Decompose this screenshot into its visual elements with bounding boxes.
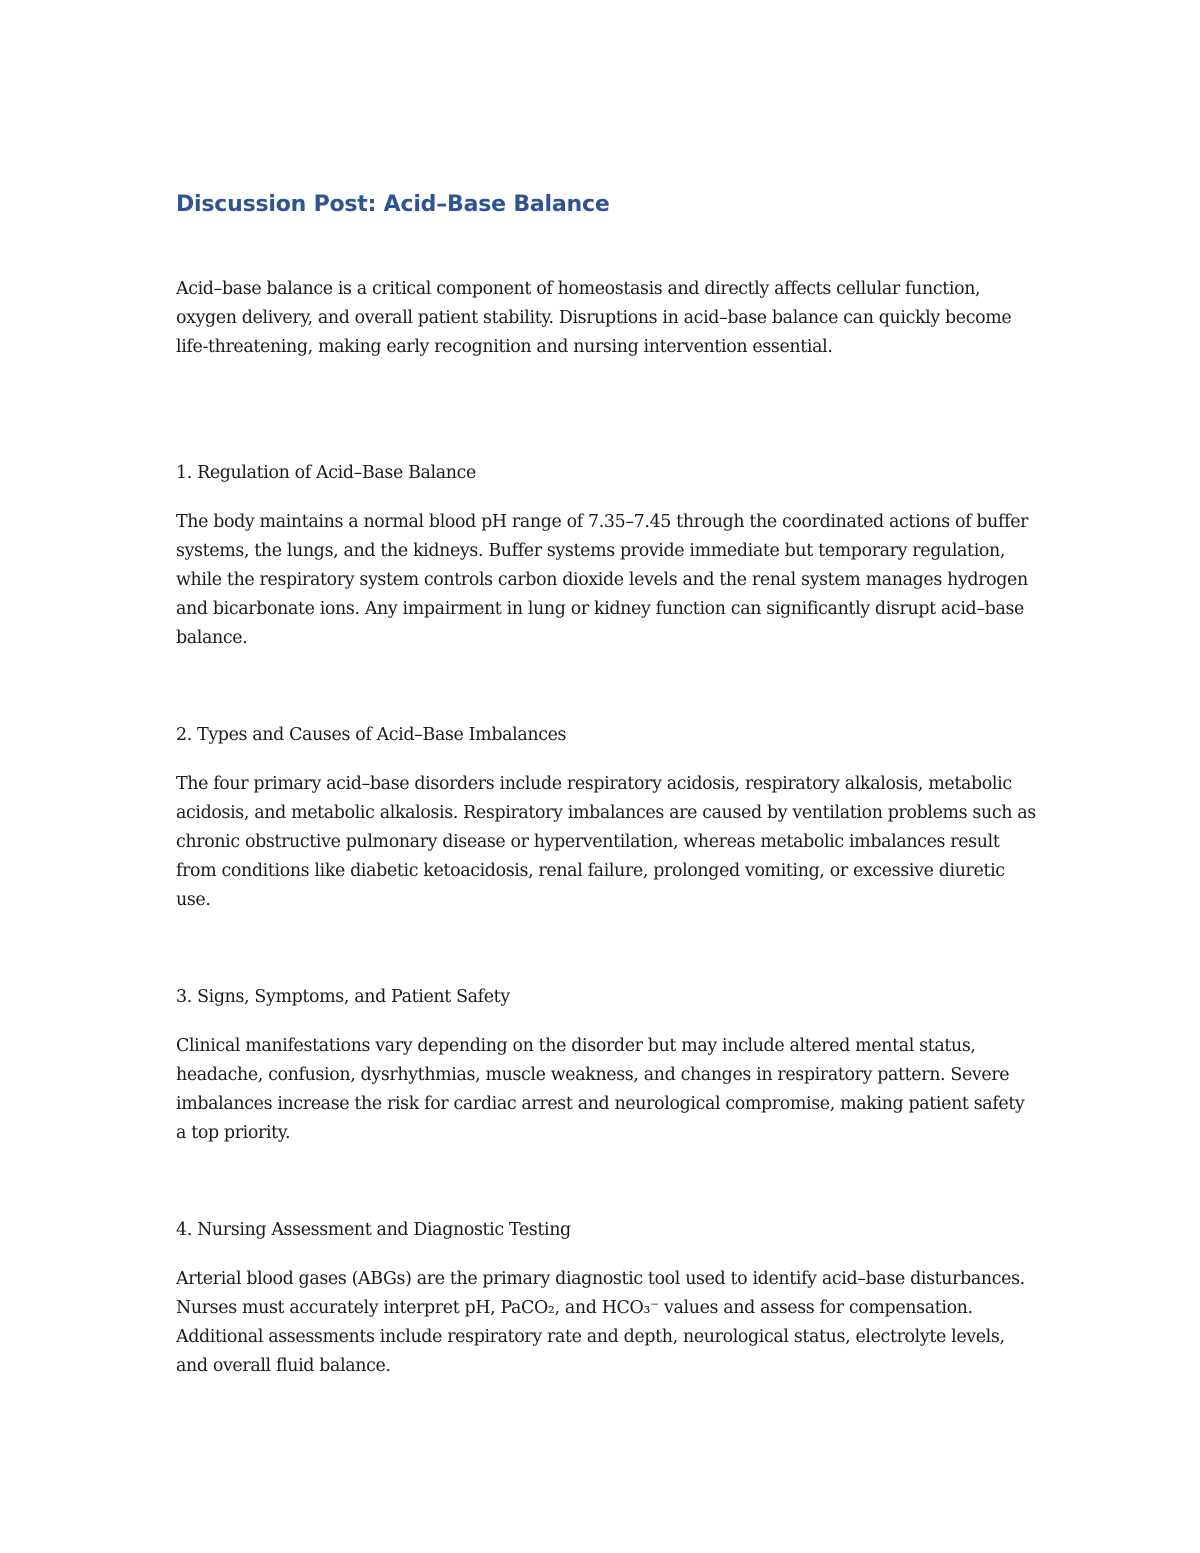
section-3-heading: 3. Signs, Symptoms, and Patient Safety	[176, 987, 510, 1007]
section-2-heading: 2. Types and Causes of Acid–Base Imbalances	[176, 725, 567, 745]
section-3-body: Clinical manifestations vary depending on the disorder but may include altered mental status, headache, confusion, dysrhythmias, muscle weakness, and changes in respiratory pattern. Severe imbalances increase the risk for cardiac arrest and neurological compromise, making patient safety a top priority.	[176, 1036, 1025, 1143]
section-4-heading: 4. Nursing Assessment and Diagnostic Testing	[176, 1220, 571, 1240]
section-2-body: The four primary acid–base disorders include respiratory acidosis, respiratory alkalosis, metabolic acidosis, and metabolic alkalosis. Respiratory imbalances are caused by ventilation problems such as chronic obstructive pulmonary disease or hyperventilation, whereas metabolic imbalances result from conditions like diabetic ketoacidosis, renal failure, prolonged vomiting, or excessive diuretic use.	[176, 774, 1036, 910]
intro-paragraph: Acid–base balance is a critical component of homeostasis and directly affects cellular function, oxygen delivery, and overall patient stability. Disruptions in acid–base balance can quickly become life-threatening, making early recognition and nursing intervention essential.	[176, 279, 1012, 357]
document-title: Discussion Post: Acid–Base Balance	[176, 192, 610, 217]
section-1-heading: 1. Regulation of Acid–Base Balance	[176, 463, 476, 483]
section-1-body: The body maintains a normal blood pH range of 7.35–7.45 through the coordinated actions of buffer systems, the lungs, and the kidneys. Buffer systems provide immediate but temporary regulation, while the respiratory system controls carbon dioxide levels and the renal system manages hydrogen and bicarbonate ions. Any impairment in lung or kidney function can significantly disrupt acid–base balance.	[176, 512, 1029, 648]
section-4-body: Arterial blood gases (ABGs) are the primary diagnostic tool used to identify acid–base disturbances. Nurses must accurately interpret pH, PaCO₂, and HCO₃⁻ values and assess for compensation. Additional assessments include respiratory rate and depth, neurological status, electrolyte levels, and overall fluid balance.	[176, 1269, 1025, 1376]
